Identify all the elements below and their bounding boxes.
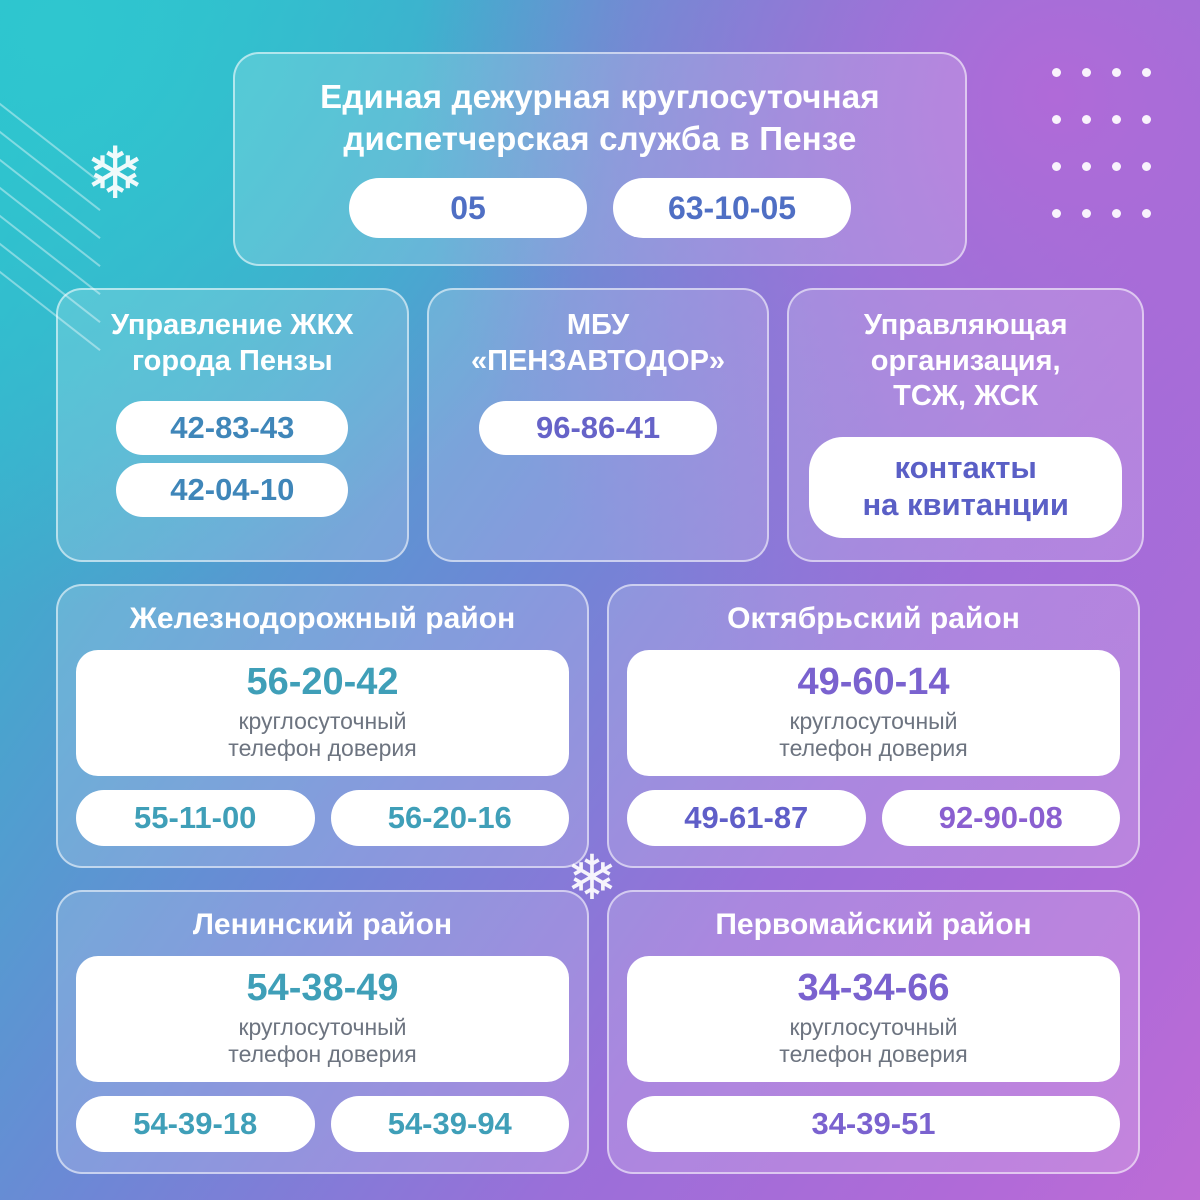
service-card-management-org — [787, 288, 1144, 562]
service-card-penzavtodor — [427, 288, 770, 562]
service-title-line-1: Управление ЖКХ — [110, 309, 354, 342]
service-title-line-2: организация, — [870, 344, 1061, 377]
service-title-line-1: Управляющая — [863, 309, 1068, 342]
district-extra-phones — [627, 1096, 1120, 1152]
districts-row-2 — [56, 890, 1144, 1174]
phone-pill[interactable]: 34-39-51 — [627, 1096, 1120, 1152]
snowflake-icon: ❄ — [566, 844, 618, 913]
service-title-line-2: города Пензы — [131, 344, 333, 377]
service-title-line-2: «ПЕНЗАВТОДОР» — [470, 344, 726, 377]
note-line-1: круглосуточный — [789, 708, 958, 735]
phone-pill[interactable]: 54-39-18 — [76, 1096, 315, 1152]
phone-pill[interactable]: 63-10-05 — [613, 178, 851, 238]
contacts-note-line-1: контакты — [894, 449, 1037, 485]
contacts-note — [809, 437, 1122, 539]
service-title — [471, 308, 725, 379]
phone-pill[interactable]: 05 — [349, 178, 587, 238]
district-main-phone: 54-38-49 — [246, 967, 399, 1010]
district-main-phone-note — [86, 1014, 559, 1068]
page-title — [261, 76, 939, 160]
note-line-2: телефон доверия — [779, 735, 968, 762]
district-card-leninsky — [56, 890, 589, 1174]
district-main-phone-note — [637, 708, 1110, 762]
district-extra-phones — [627, 790, 1120, 846]
page-title-line-1: Единая дежурная круглосуточная — [320, 78, 880, 115]
district-main-phone-box[interactable] — [76, 956, 569, 1082]
emergency-dispatch-card — [233, 52, 967, 266]
service-title — [864, 308, 1068, 414]
district-main-phone: 49-60-14 — [797, 661, 950, 704]
note-line-2: телефон доверия — [228, 1041, 417, 1068]
district-main-phone: 56-20-42 — [246, 661, 399, 704]
service-title — [111, 308, 354, 379]
contacts-note-line-2: на квитанции — [862, 487, 1069, 523]
district-title: Октябрьский район — [727, 602, 1020, 636]
district-card-pervomaysky — [607, 890, 1140, 1174]
note-line-2: телефон доверия — [228, 735, 417, 762]
phone-pill[interactable]: 42-04-10 — [116, 463, 348, 517]
district-main-phone-note — [86, 708, 559, 762]
note-line-1: круглосуточный — [789, 1014, 958, 1041]
services-row — [56, 288, 1144, 562]
district-title: Первомайский район — [715, 908, 1032, 942]
phone-pill[interactable]: 55-11-00 — [76, 790, 315, 846]
snowflake-icon: ❄ — [85, 134, 146, 214]
district-title: Ленинский район — [192, 908, 453, 942]
district-title: Железнодорожный район — [129, 602, 516, 636]
districts-row-1 — [56, 584, 1144, 868]
district-extra-phones — [76, 1096, 569, 1152]
note-line-1: круглосуточный — [238, 708, 407, 735]
district-card-oktyabrsky — [607, 584, 1140, 868]
district-main-phone-box[interactable] — [627, 650, 1120, 776]
service-title-line-1: МБУ — [566, 309, 630, 342]
phone-pill[interactable]: 42-83-43 — [116, 401, 348, 455]
district-main-phone-box[interactable] — [627, 956, 1120, 1082]
note-line-2: телефон доверия — [779, 1041, 968, 1068]
service-title-line-3: ТСЖ, ЖСК — [893, 380, 1039, 413]
phone-pill[interactable]: 96-86-41 — [479, 401, 717, 455]
district-card-zheleznodorozhny — [56, 584, 589, 868]
district-extra-phones — [76, 790, 569, 846]
phone-pill[interactable]: 92-90-08 — [882, 790, 1121, 846]
phone-pill[interactable]: 56-20-16 — [331, 790, 570, 846]
phone-pill[interactable]: 49-61-87 — [627, 790, 866, 846]
district-main-phone-box[interactable] — [76, 650, 569, 776]
phone-pill[interactable]: 54-39-94 — [331, 1096, 570, 1152]
dispatch-phone-list — [261, 178, 939, 238]
service-card-zhkh — [56, 288, 409, 562]
district-main-phone: 34-34-66 — [797, 967, 950, 1010]
page-title-line-2: диспетчерская служба в Пензе — [343, 120, 857, 158]
district-main-phone-note — [637, 1014, 1110, 1068]
note-line-1: круглосуточный — [238, 1014, 407, 1041]
